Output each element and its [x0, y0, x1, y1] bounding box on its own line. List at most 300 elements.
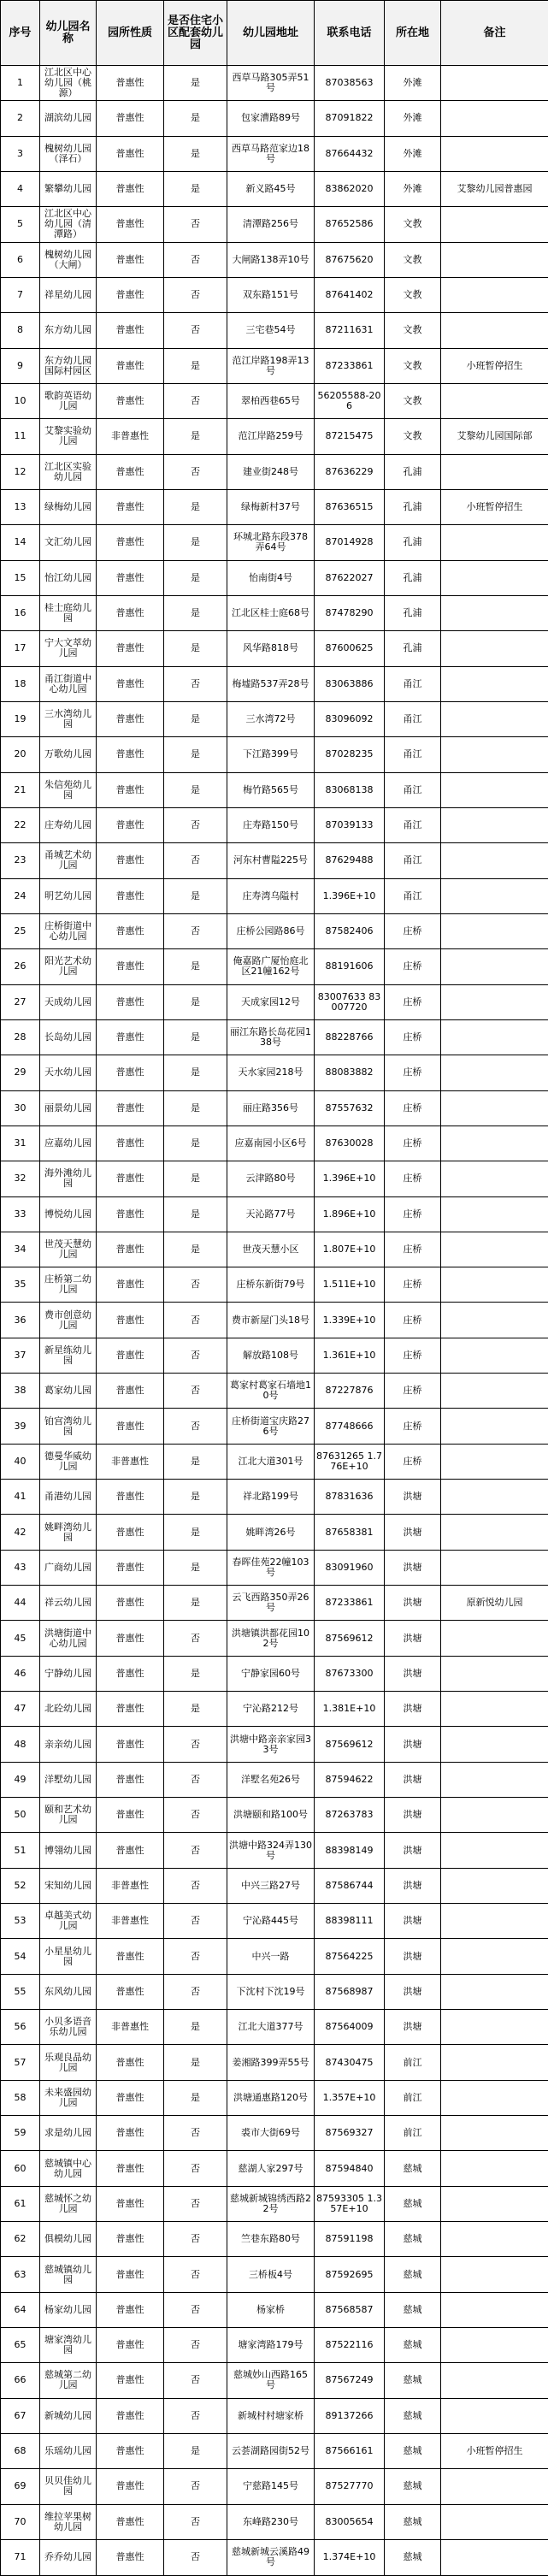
cell-phone: 87211631 [315, 313, 385, 348]
cell-phone: 87630028 [315, 1126, 385, 1161]
cell-residential: 是 [164, 1480, 227, 1515]
table-row [1, 2539, 548, 2575]
cell-location: 洪塘 [385, 2010, 441, 2045]
cell-serial: 14 [1, 525, 40, 560]
table-row [1, 242, 548, 277]
cell-address: 丽江东路长岛花园138号 [227, 1019, 315, 1055]
table-row [1, 1692, 548, 1727]
cell-remark [441, 2186, 548, 2221]
cell-residential: 是 [164, 1055, 227, 1090]
cell-serial: 66 [1, 2363, 40, 2398]
cell-address: 宁沁路445号 [227, 1904, 315, 1939]
cell-location: 前江 [385, 2080, 441, 2115]
cell-address: 姚畔湾26号 [227, 1515, 315, 1550]
cell-location: 孔浦 [385, 595, 441, 630]
cell-location: 外滩 [385, 136, 441, 171]
cell-name: 江北区实验幼儿园 [40, 454, 97, 489]
cell-address: 竺巷东路80号 [227, 2222, 315, 2257]
table-row [1, 843, 548, 878]
cell-address: 洪塘颐和路100号 [227, 1798, 315, 1833]
cell-phone: 1.374E+10 [315, 2539, 385, 2575]
cell-location: 庄桥 [385, 1409, 441, 1444]
cell-serial: 70 [1, 2504, 40, 2539]
cell-serial: 65 [1, 2328, 40, 2363]
cell-remark [441, 1762, 548, 1797]
table-row [1, 489, 548, 524]
cell-serial: 19 [1, 701, 40, 736]
cell-residential: 否 [164, 1798, 227, 1833]
cell-remark [441, 2151, 548, 2186]
cell-residential: 否 [164, 207, 227, 242]
cell-residential: 是 [164, 1515, 227, 1550]
cell-address: 东峰路230号 [227, 2504, 315, 2539]
cell-residential: 是 [164, 136, 227, 171]
table-row [1, 2398, 548, 2433]
cell-remark [441, 1656, 548, 1691]
cell-location: 洪塘 [385, 1656, 441, 1691]
cell-serial: 15 [1, 560, 40, 595]
cell-address: 范江岸路198弄13号 [227, 348, 315, 383]
cell-remark [441, 1550, 548, 1585]
table-row [1, 1019, 548, 1055]
table-row [1, 2045, 548, 2080]
cell-residential: 是 [164, 949, 227, 984]
cell-location: 文教 [385, 277, 441, 312]
cell-serial: 53 [1, 1904, 40, 1939]
cell-residential: 是 [164, 984, 227, 1019]
cell-location: 洪塘 [385, 1939, 441, 1974]
cell-residential: 否 [164, 1833, 227, 1868]
table-row [1, 1656, 548, 1691]
cell-serial: 16 [1, 595, 40, 630]
cell-serial: 22 [1, 807, 40, 842]
table-row [1, 2186, 548, 2221]
cell-name: 博悦幼儿园 [40, 1196, 97, 1232]
cell-name: 乐观良品幼儿园 [40, 2045, 97, 2080]
cell-name: 洪塘街道中心幼儿园 [40, 1621, 97, 1656]
cell-name: 慈城镇中心幼儿园 [40, 2151, 97, 2186]
cell-phone: 87263783 [315, 1798, 385, 1833]
cell-phone: 87568587 [315, 2292, 385, 2327]
cell-nature: 普惠性 [97, 2186, 164, 2221]
cell-remark [441, 595, 548, 630]
cell-nature: 普惠性 [97, 843, 164, 878]
table-row [1, 772, 548, 807]
cell-phone: 83096092 [315, 701, 385, 736]
cell-nature: 普惠性 [97, 1762, 164, 1797]
cell-phone: 87038563 [315, 66, 385, 101]
cell-address: 庄桥东新街79号 [227, 1267, 315, 1303]
cell-phone: 88398111 [315, 1904, 385, 1939]
cell-phone: 1.381E+10 [315, 1692, 385, 1727]
cell-remark [441, 2504, 548, 2539]
table-row [1, 66, 548, 101]
cell-remark: 艾黎幼儿园普惠园 [441, 171, 548, 206]
cell-location: 外滩 [385, 101, 441, 136]
cell-remark [441, 2328, 548, 2363]
table-row [1, 2328, 548, 2363]
table-row [1, 1762, 548, 1797]
cell-location: 洪塘 [385, 1904, 441, 1939]
cell-phone: 1.357E+10 [315, 2080, 385, 2115]
cell-phone: 87652586 [315, 207, 385, 242]
cell-name: 铂宫湾幼儿园 [40, 1409, 97, 1444]
cell-address: 云荟湖路园街52号 [227, 2433, 315, 2468]
cell-remark [441, 1727, 548, 1762]
cell-name: 应嘉幼儿园 [40, 1126, 97, 1161]
cell-nature: 普惠性 [97, 1126, 164, 1161]
cell-nature: 普惠性 [97, 2080, 164, 2115]
cell-name: 博翎幼儿园 [40, 1833, 97, 1868]
cell-address: 天沁路77号 [227, 1196, 315, 1232]
cell-residential: 是 [164, 595, 227, 630]
cell-name: 慈城第二幼儿园 [40, 2363, 97, 2398]
table-row [1, 1338, 548, 1373]
cell-phone: 83091960 [315, 1550, 385, 1585]
cell-phone: 88228766 [315, 1019, 385, 1055]
cell-remark [441, 1692, 548, 1727]
cell-name: 天水幼儿园 [40, 1055, 97, 1090]
cell-nature: 普惠性 [97, 313, 164, 348]
cell-residential: 否 [164, 313, 227, 348]
cell-nature: 普惠性 [97, 1303, 164, 1338]
cell-residential: 否 [164, 2469, 227, 2504]
cell-remark [441, 737, 548, 772]
cell-residential: 否 [164, 1939, 227, 1974]
cell-location: 甬江 [385, 737, 441, 772]
cell-location: 文教 [385, 383, 441, 418]
cell-name: 小星星幼儿园 [40, 1939, 97, 1974]
cell-name: 乔乔幼儿园 [40, 2539, 97, 2575]
cell-remark [441, 772, 548, 807]
cell-nature: 普惠性 [97, 631, 164, 666]
cell-name: 文汇幼儿园 [40, 525, 97, 560]
cell-location: 甬江 [385, 843, 441, 878]
cell-residential: 否 [164, 1762, 227, 1797]
cell-nature: 普惠性 [97, 66, 164, 101]
cell-serial: 4 [1, 171, 40, 206]
cell-address: 下沈村下沈19号 [227, 1974, 315, 2009]
cell-name: 庄寿幼儿园 [40, 807, 97, 842]
cell-residential: 是 [164, 2433, 227, 2468]
table-row [1, 1550, 548, 1585]
cell-phone: 87631265 1.776E+10 [315, 1444, 385, 1479]
cell-location: 庄桥 [385, 1338, 441, 1373]
cell-name: 北砼幼儿园 [40, 1692, 97, 1727]
cell-address: 姜湘路399弄55号 [227, 2045, 315, 2080]
cell-nature: 普惠性 [97, 383, 164, 418]
table-row [1, 1586, 548, 1621]
cell-name: 慈城镇幼儿园 [40, 2257, 97, 2292]
cell-name: 长岛幼儿园 [40, 1019, 97, 1055]
cell-serial: 54 [1, 1939, 40, 1974]
cell-name: 洋墅幼儿园 [40, 1762, 97, 1797]
cell-residential: 否 [164, 2257, 227, 2292]
cell-remark [441, 2398, 548, 2433]
cell-location: 慈城 [385, 2328, 441, 2363]
cell-location: 孔浦 [385, 489, 441, 524]
cell-location: 慈城 [385, 2398, 441, 2433]
cell-nature: 普惠性 [97, 2045, 164, 2080]
cell-serial: 68 [1, 2433, 40, 2468]
cell-nature: 普惠性 [97, 2398, 164, 2433]
cell-remark [441, 1303, 548, 1338]
cell-address: 杨家桥 [227, 2292, 315, 2327]
cell-nature: 普惠性 [97, 1019, 164, 1055]
cell-location: 庄桥 [385, 1126, 441, 1161]
cell-address: 洪塘镇洪都花园102号 [227, 1621, 315, 1656]
cell-remark [441, 1904, 548, 1939]
cell-nature: 普惠性 [97, 1161, 164, 1196]
cell-phone: 83063886 [315, 666, 385, 701]
cell-location: 甬江 [385, 666, 441, 701]
cell-phone: 87567249 [315, 2363, 385, 2398]
cell-serial: 40 [1, 1444, 40, 1479]
cell-nature: 普惠性 [97, 2433, 164, 2468]
cell-name: 广商幼儿园 [40, 1550, 97, 1585]
cell-serial: 46 [1, 1656, 40, 1691]
cell-location: 洪塘 [385, 1621, 441, 1656]
cell-name: 甬港幼儿园 [40, 1480, 97, 1515]
cell-remark [441, 2045, 548, 2080]
cell-remark [441, 1939, 548, 1974]
header-row [1, 1, 548, 66]
cell-residential: 否 [164, 454, 227, 489]
cell-phone: 87586744 [315, 1868, 385, 1903]
cell-serial: 5 [1, 207, 40, 242]
cell-address: 清潭路256号 [227, 207, 315, 242]
table-row [1, 2080, 548, 2115]
table-row [1, 807, 548, 842]
cell-residential: 是 [164, 419, 227, 454]
cell-location: 庄桥 [385, 1303, 441, 1338]
cell-nature: 普惠性 [97, 525, 164, 560]
cell-serial: 55 [1, 1974, 40, 2009]
cell-name: 未来盛园幼儿园 [40, 2080, 97, 2115]
cell-remark [441, 1974, 548, 2009]
cell-residential: 是 [164, 1090, 227, 1126]
cell-location: 慈城 [385, 2363, 441, 2398]
cell-location: 慈城 [385, 2469, 441, 2504]
cell-name: 祥星幼儿园 [40, 277, 97, 312]
cell-phone: 1.361E+10 [315, 1338, 385, 1373]
cell-phone: 88083882 [315, 1055, 385, 1090]
table-row [1, 348, 548, 383]
cell-serial: 45 [1, 1621, 40, 1656]
table-row [1, 1196, 548, 1232]
cell-serial: 42 [1, 1515, 40, 1550]
cell-location: 洪塘 [385, 1798, 441, 1833]
cell-nature: 普惠性 [97, 1338, 164, 1373]
cell-nature: 普惠性 [97, 772, 164, 807]
cell-residential: 是 [164, 560, 227, 595]
table-row [1, 1621, 548, 1656]
header-residential: 是否住宅小区配套幼儿园 [164, 1, 227, 66]
cell-address: 江北大道301号 [227, 1444, 315, 1479]
table-row [1, 560, 548, 595]
cell-name: 世茂天慧幼儿园 [40, 1232, 97, 1267]
cell-address: 包家漕路89号 [227, 101, 315, 136]
cell-phone: 87215475 [315, 419, 385, 454]
cell-nature: 普惠性 [97, 136, 164, 171]
cell-residential: 否 [164, 2292, 227, 2327]
cell-location: 外滩 [385, 66, 441, 101]
cell-name: 俱模幼儿园 [40, 2222, 97, 2257]
cell-nature: 普惠性 [97, 348, 164, 383]
cell-serial: 9 [1, 348, 40, 383]
cell-phone: 83005654 [315, 2504, 385, 2539]
cell-phone: 88398149 [315, 1833, 385, 1868]
cell-phone: 1.396E+10 [315, 878, 385, 913]
cell-serial: 30 [1, 1090, 40, 1126]
cell-name: 海外滩幼儿园 [40, 1161, 97, 1196]
cell-serial: 52 [1, 1868, 40, 1903]
cell-remark [441, 1444, 548, 1479]
cell-name: 新城幼儿园 [40, 2398, 97, 2433]
cell-name: 万歌幼儿园 [40, 737, 97, 772]
cell-location: 前江 [385, 2045, 441, 2080]
table-row [1, 1126, 548, 1161]
cell-serial: 50 [1, 1798, 40, 1833]
cell-residential: 是 [164, 1196, 227, 1232]
table-row [1, 1480, 548, 1515]
cell-phone: 83068138 [315, 772, 385, 807]
cell-remark: 小班暂停招生 [441, 2433, 548, 2468]
cell-remark [441, 2080, 548, 2115]
cell-phone: 87566161 [315, 2433, 385, 2468]
cell-serial: 7 [1, 277, 40, 312]
cell-address: 河东村曹隘225号 [227, 843, 315, 878]
cell-address: 双东路151号 [227, 277, 315, 312]
table-row [1, 2292, 548, 2327]
table-row [1, 1374, 548, 1409]
cell-serial: 29 [1, 1055, 40, 1090]
cell-phone: 87591198 [315, 2222, 385, 2257]
cell-address: 洪塘通惠路120号 [227, 2080, 315, 2115]
cell-serial: 60 [1, 2151, 40, 2186]
table-row [1, 1303, 548, 1338]
cell-name: 东风幼儿园 [40, 1974, 97, 2009]
cell-nature: 普惠性 [97, 878, 164, 913]
cell-remark [441, 2469, 548, 2504]
cell-location: 甬江 [385, 701, 441, 736]
cell-residential: 是 [164, 2080, 227, 2115]
cell-remark [441, 66, 548, 101]
cell-name: 慈城怀之幼儿园 [40, 2186, 97, 2221]
table-row [1, 1727, 548, 1762]
cell-residential: 是 [164, 1656, 227, 1691]
cell-residential: 否 [164, 1409, 227, 1444]
cell-name: 怡江幼儿园 [40, 560, 97, 595]
cell-remark [441, 1126, 548, 1161]
table-row [1, 1515, 548, 1550]
cell-address: 三水湾72号 [227, 701, 315, 736]
cell-serial: 25 [1, 913, 40, 948]
cell-name: 槐树幼儿园（大闸） [40, 242, 97, 277]
cell-name: 德曼华威幼儿园 [40, 1444, 97, 1479]
cell-phone: 87629488 [315, 843, 385, 878]
cell-serial: 23 [1, 843, 40, 878]
cell-nature: 普惠性 [97, 1621, 164, 1656]
cell-remark [441, 242, 548, 277]
cell-remark [441, 136, 548, 171]
cell-phone: 87227876 [315, 1374, 385, 1409]
cell-remark [441, 631, 548, 666]
cell-address: 裘市大街69号 [227, 2116, 315, 2151]
header-nature: 园所性质 [97, 1, 164, 66]
cell-address: 洪塘中路324弄130号 [227, 1833, 315, 1868]
cell-residential: 是 [164, 2010, 227, 2045]
cell-address: 慈城新城云溪路49号 [227, 2539, 315, 2575]
header-remark: 备注 [441, 1, 548, 66]
cell-address: 范江岸路259号 [227, 419, 315, 454]
cell-address: 应嘉南园小区6号 [227, 1126, 315, 1161]
table-row [1, 2257, 548, 2292]
cell-nature: 普惠性 [97, 1267, 164, 1303]
cell-location: 洪塘 [385, 1515, 441, 1550]
table-row [1, 2010, 548, 2045]
cell-nature: 普惠性 [97, 1798, 164, 1833]
cell-remark [441, 701, 548, 736]
cell-residential: 否 [164, 1727, 227, 1762]
cell-serial: 28 [1, 1019, 40, 1055]
cell-serial: 32 [1, 1161, 40, 1196]
cell-serial: 36 [1, 1303, 40, 1338]
cell-residential: 否 [164, 2398, 227, 2433]
table-row [1, 1267, 548, 1303]
cell-residential: 是 [164, 1586, 227, 1621]
cell-nature: 普惠性 [97, 489, 164, 524]
cell-address: 西草马路范家边18号 [227, 136, 315, 171]
cell-location: 慈城 [385, 2222, 441, 2257]
cell-location: 洪塘 [385, 1974, 441, 2009]
cell-residential: 是 [164, 1550, 227, 1585]
cell-name: 天成幼儿园 [40, 984, 97, 1019]
cell-nature: 普惠性 [97, 1409, 164, 1444]
cell-location: 文教 [385, 419, 441, 454]
cell-serial: 1 [1, 66, 40, 101]
cell-location: 孔浦 [385, 560, 441, 595]
cell-name: 乐瑶幼儿园 [40, 2433, 97, 2468]
table-row [1, 101, 548, 136]
cell-remark [441, 207, 548, 242]
cell-name: 甬江街道中心幼儿园 [40, 666, 97, 701]
cell-nature: 普惠性 [97, 1656, 164, 1691]
cell-address: 庄桥公园路86号 [227, 913, 315, 948]
table-row [1, 595, 548, 630]
cell-nature: 普惠性 [97, 454, 164, 489]
cell-remark [441, 1480, 548, 1515]
cell-nature: 普惠性 [97, 1480, 164, 1515]
cell-remark [441, 313, 548, 348]
cell-address: 解放路108号 [227, 1338, 315, 1373]
cell-phone: 87091822 [315, 101, 385, 136]
table-row [1, 631, 548, 666]
cell-phone: 1.807E+10 [315, 1232, 385, 1267]
table-row [1, 2116, 548, 2151]
cell-remark [441, 1267, 548, 1303]
table-row [1, 1161, 548, 1196]
cell-serial: 39 [1, 1409, 40, 1444]
cell-serial: 51 [1, 1833, 40, 1868]
cell-residential: 是 [164, 489, 227, 524]
cell-location: 庄桥 [385, 1196, 441, 1232]
cell-nature: 普惠性 [97, 1586, 164, 1621]
cell-nature: 普惠性 [97, 2504, 164, 2539]
header-name: 幼儿园名称 [40, 1, 97, 66]
cell-residential: 是 [164, 1692, 227, 1727]
table-row [1, 1055, 548, 1090]
